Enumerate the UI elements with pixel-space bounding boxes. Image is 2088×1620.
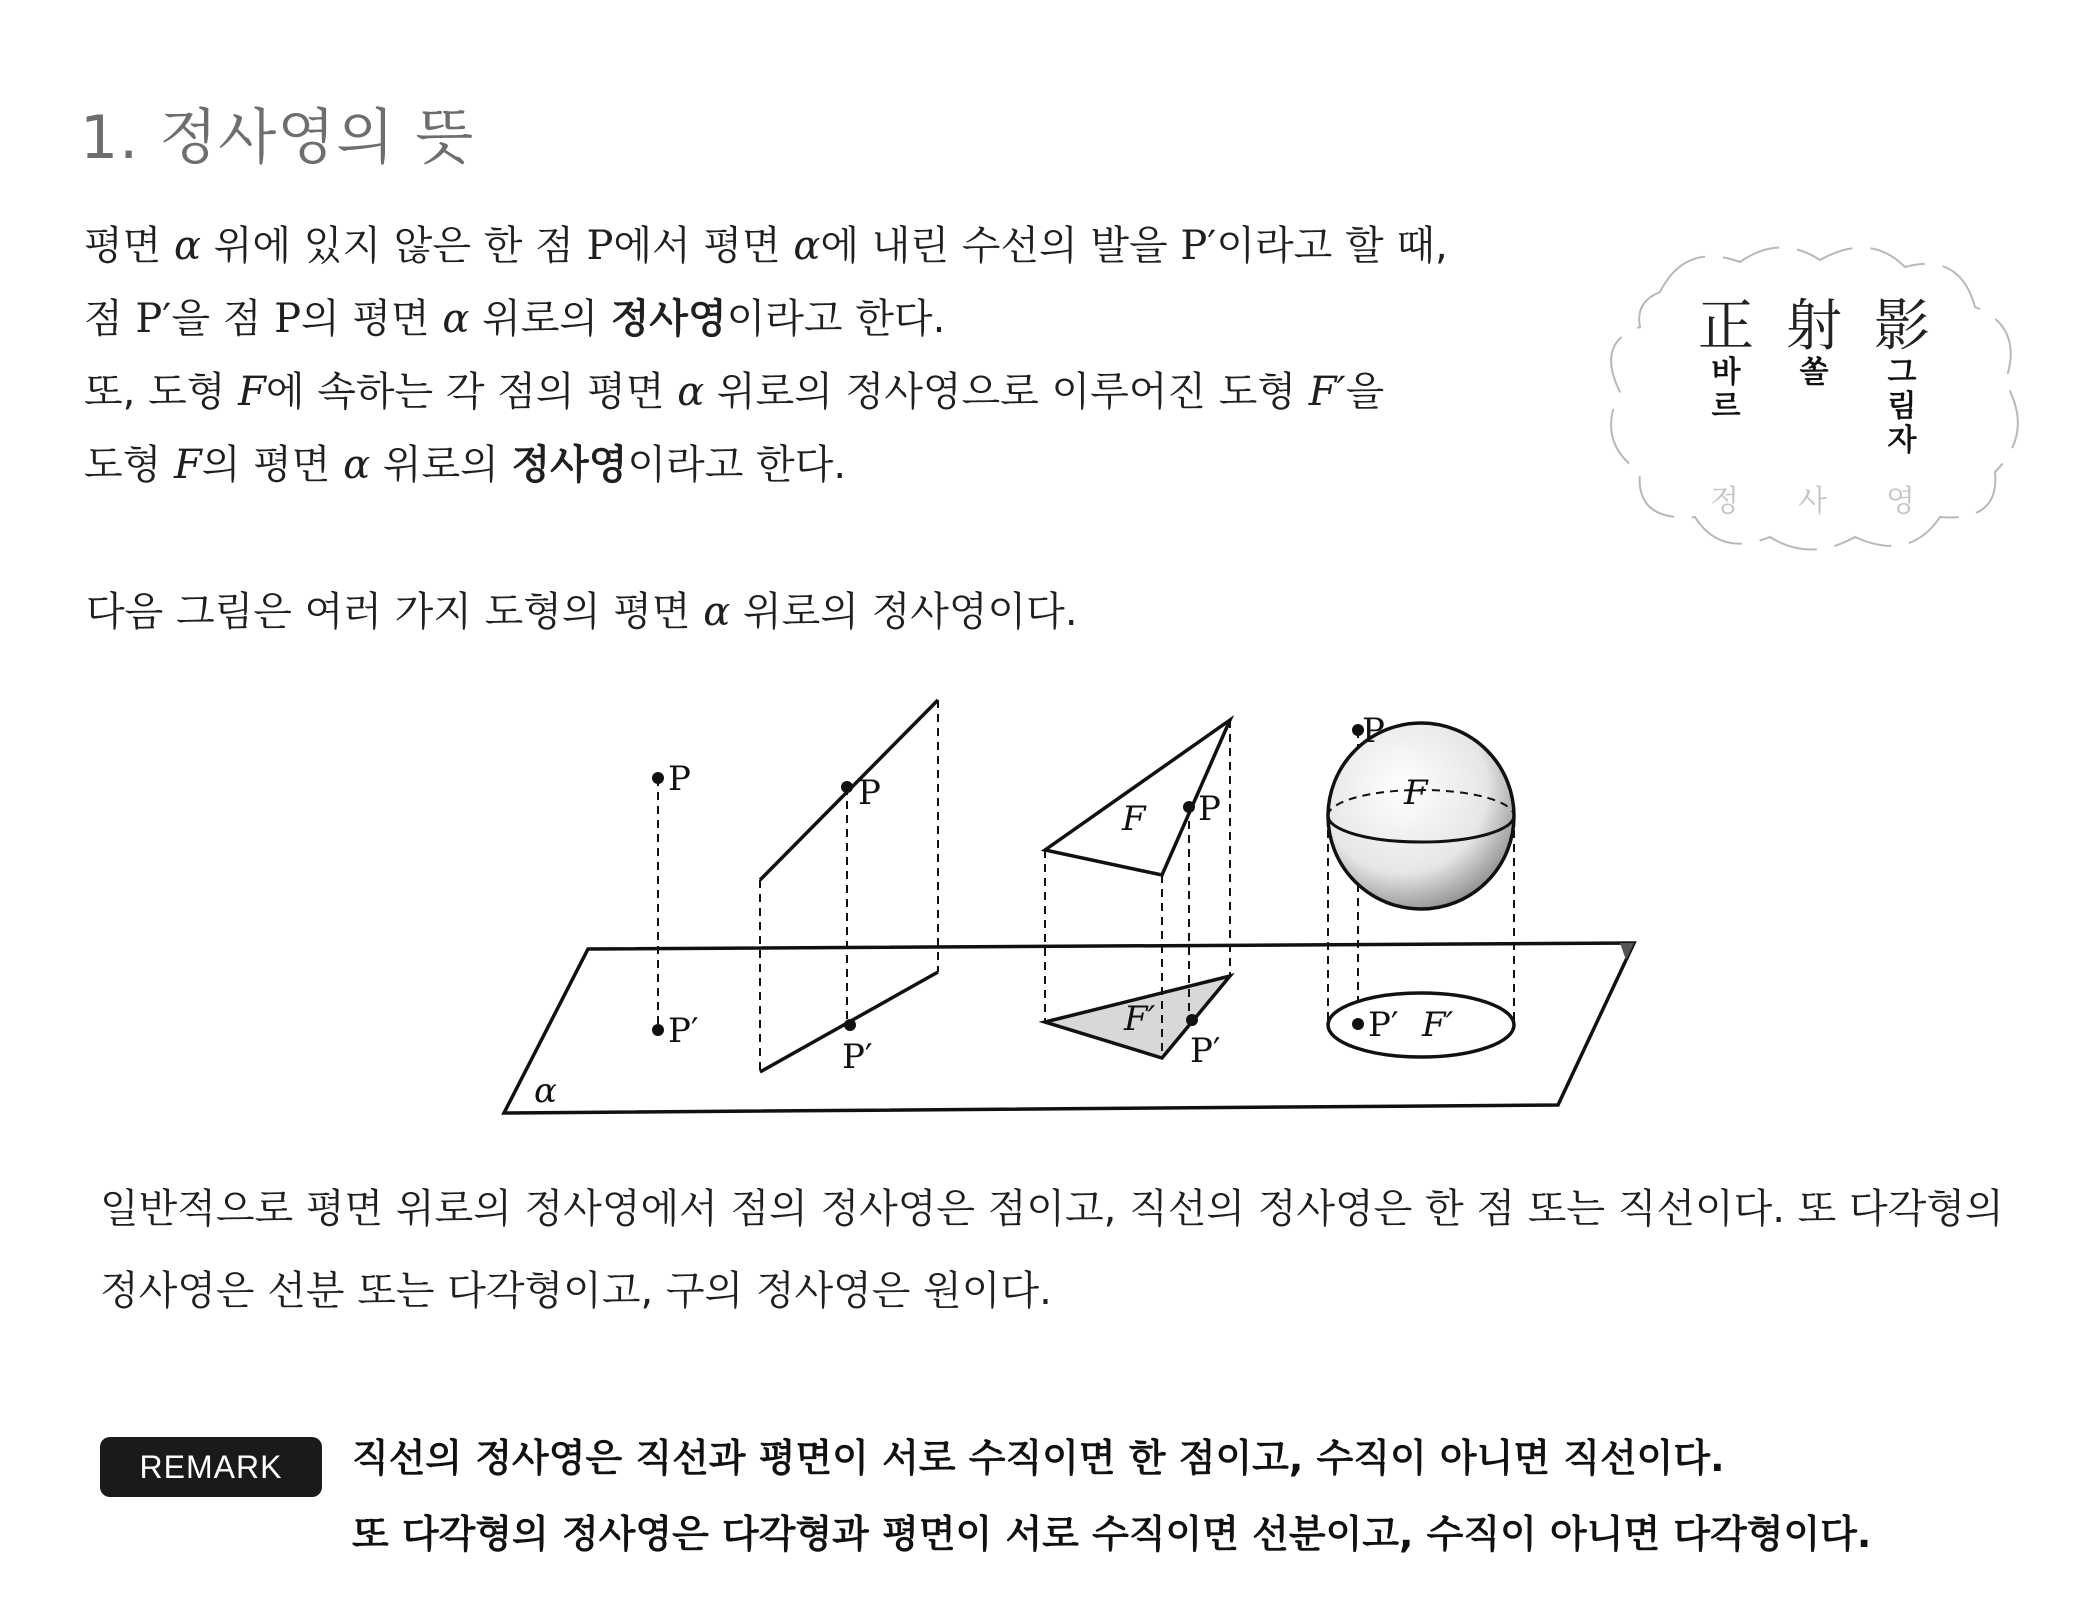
- projection-figure: [490, 680, 1670, 1140]
- sphere-P-label: P: [1362, 711, 1385, 751]
- definition-line-3: [84, 356, 1604, 429]
- text: 을: [1345, 369, 1385, 415]
- hanja-char-3: 影: [1874, 294, 1930, 359]
- triangle-Pp-label: P′: [1190, 1031, 1221, 1071]
- text: 위로의 정사영이다.: [730, 589, 1078, 635]
- line-Pp-label: P′: [842, 1037, 873, 1077]
- text: 의 평면: [201, 442, 344, 488]
- text: 또, 도형: [84, 369, 239, 415]
- text: 이라고 한다.: [726, 296, 946, 342]
- text: 에 내린 수선의 발을: [820, 223, 1181, 269]
- hanja-char-2: 射: [1786, 294, 1842, 359]
- general-line-2: 정사영은 선분 또는 다각형이고, 구의 정사영은 원이다.: [100, 1268, 1052, 1314]
- line-Pp-dot: [844, 1019, 856, 1031]
- point-symbol: P: [274, 296, 301, 342]
- figure-symbol: F: [174, 442, 202, 488]
- point-P-label: P: [668, 759, 691, 799]
- remark-line-2: 또 다각형의 정사영은 다각형과 평면이 서로 수직이면 선분이고, 수직이 아니면 다각형이다.: [352, 1512, 1872, 1556]
- triangle-Fp-label: F′: [1124, 999, 1156, 1039]
- sphere-Pp-dot: [1352, 1018, 1364, 1030]
- sphere-F-label: F: [1404, 773, 1428, 813]
- figure-intro: [86, 580, 1078, 637]
- remark-line-1: 직선의 정사영은 직선과 평면이 서로 수직이면 한 점이고, 수직이 아니면 직선이다.: [352, 1436, 1725, 1480]
- remark-badge: REMARK: [100, 1437, 322, 1497]
- text: 평면: [84, 223, 174, 269]
- text: 을 점: [171, 296, 275, 342]
- alpha-symbol: α: [793, 223, 821, 269]
- alpha-symbol: α: [343, 442, 371, 488]
- alpha-symbol: α: [174, 223, 202, 269]
- general-line-1: 일반적으로 평면 위로의 정사영에서 점의 정사영은 점이고, 직선의 정사영은 한 점 또는 직선이다. 또 다각형의: [100, 1186, 2004, 1232]
- section-title: 1. 정사영의 뜻: [80, 103, 475, 173]
- general-paragraph: [100, 1168, 2060, 1332]
- alpha-symbol: α: [703, 589, 731, 635]
- text: 이라고 할 때,: [1216, 223, 1448, 269]
- text: 위로의: [469, 296, 611, 342]
- text: 의 평면: [301, 296, 443, 342]
- text: 위로의 정사영으로 이루어진 도형: [704, 369, 1309, 415]
- sphere-Pp-label: P′: [1368, 1005, 1399, 1045]
- figure-symbol: F′: [1308, 369, 1346, 415]
- plane-label: α: [534, 1071, 557, 1111]
- key-term: 정사영: [610, 296, 727, 342]
- sphere-projection: [1328, 711, 1514, 1057]
- hanja-note: [1590, 232, 2030, 562]
- definition-line-2: [84, 283, 1604, 356]
- point-P-dot: [652, 772, 664, 784]
- triangle-Pp-dot: [1186, 1014, 1198, 1026]
- sphere-Fp-label: F′: [1422, 1005, 1454, 1045]
- alpha-symbol: α: [677, 369, 705, 415]
- text: 도형: [84, 442, 174, 488]
- line-P-dot: [841, 781, 853, 793]
- point-symbol: P′: [1180, 223, 1217, 269]
- triangle-P-label: P: [1198, 789, 1221, 829]
- text: 위로의: [370, 442, 512, 488]
- text: 이라고 한다.: [627, 442, 847, 488]
- point-Pp-dot: [652, 1024, 664, 1036]
- key-term: 정사영: [511, 442, 628, 488]
- definition-line-4: [84, 429, 1604, 502]
- hanja-sound-1: 정: [1710, 484, 1739, 519]
- point-Pp-label: P′: [668, 1011, 699, 1051]
- text: 점: [84, 296, 136, 342]
- hanja-meaning-3: 그림자: [1887, 355, 1917, 458]
- definition-paragraph: [84, 210, 1604, 502]
- text: 위에 있지 않은 한 점: [201, 223, 587, 269]
- definition-line-1: [84, 210, 1604, 283]
- triangle-P-dot: [1183, 801, 1195, 813]
- hanja-sound-3: 영: [1886, 484, 1915, 519]
- text: 다음 그림은 여러 가지 도형의 평면: [86, 589, 704, 635]
- hanja-meaning-1: 바르: [1711, 355, 1741, 424]
- point-symbol: P: [586, 223, 614, 269]
- triangle-F-label: F: [1122, 799, 1146, 839]
- line-P-label: P: [858, 773, 881, 813]
- alpha-symbol: α: [442, 296, 470, 342]
- hanja-char-1: 正: [1698, 294, 1754, 359]
- text: 에 속하는 각 점의 평면: [265, 369, 678, 415]
- point-symbol: P′: [135, 296, 172, 342]
- text: 에서 평면: [613, 223, 794, 269]
- sphere: [1328, 723, 1514, 909]
- hanja-meaning-2: 쏠: [1799, 355, 1829, 390]
- hanja-sound-2: 사: [1798, 484, 1827, 519]
- figure-symbol: F: [238, 369, 266, 415]
- remark-text: [352, 1420, 1871, 1572]
